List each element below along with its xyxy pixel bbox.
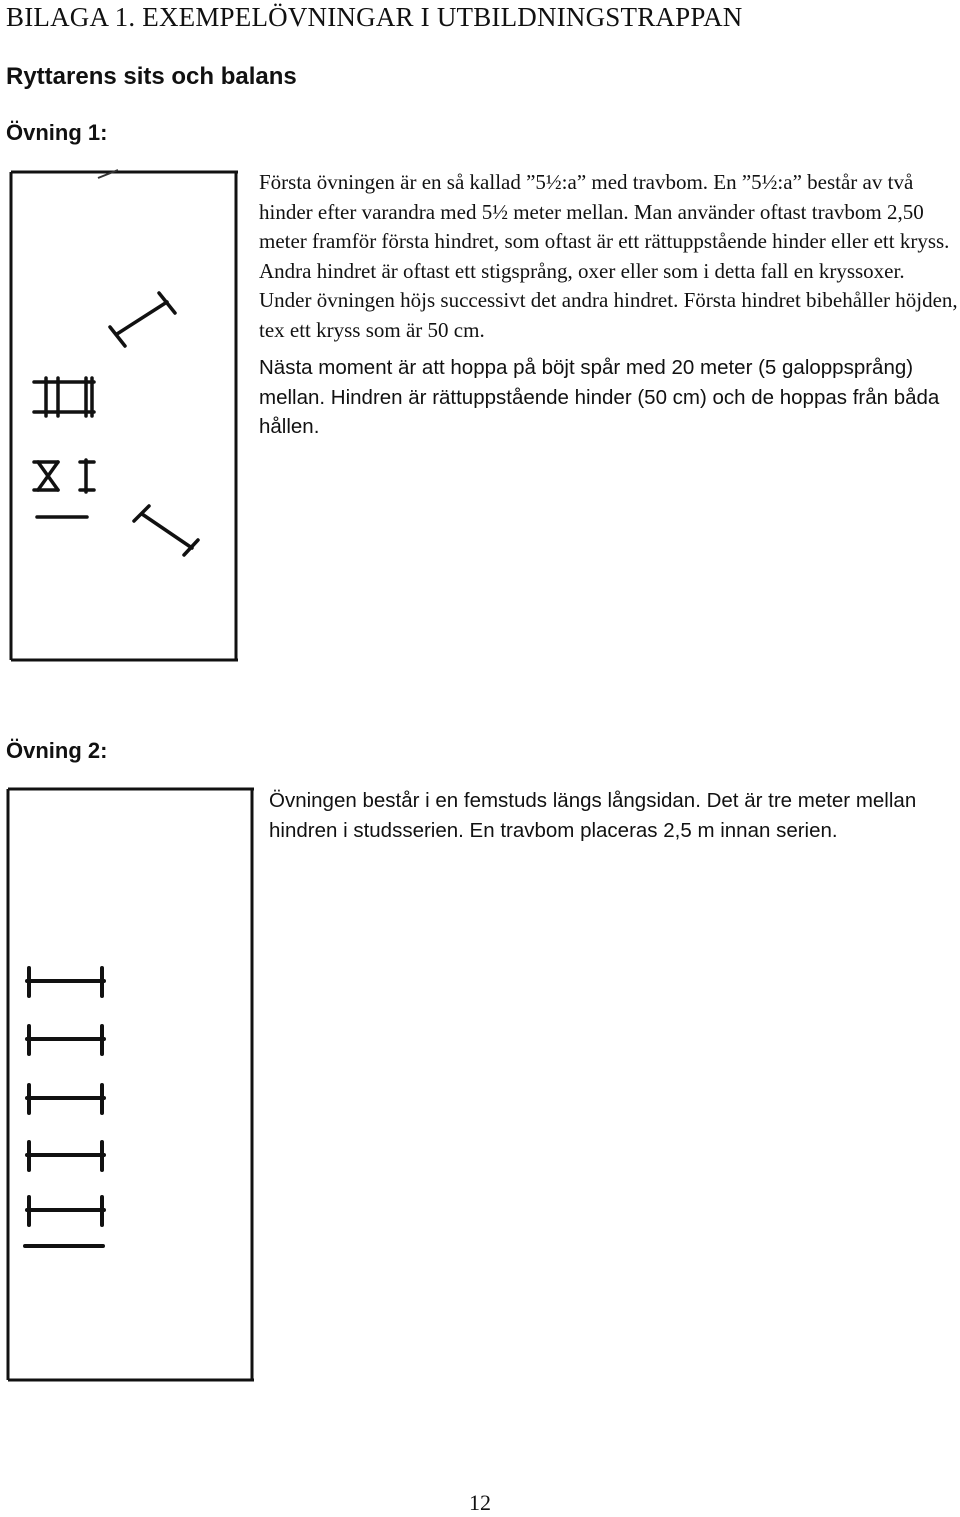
exercise-2-heading: Övning 2: [6, 738, 108, 763]
exercise-1-paragraph-2: Nästa moment är att hoppa på böjt spår med 20 meter (5 galoppsprång) mellan. Hindren är rättuppstående hinder (50 cm) och de hoppas från båda hållen. [259, 356, 940, 438]
exercise-2-paragraph-1: Övningen består i en femstuds längs långsidan. Det är tre meter mellan hindren i studsserien. En travbom placeras 2,5 m innan serien. [269, 789, 917, 842]
arena-outline [8, 789, 254, 1380]
exercise-1-paragraph-1: Första övningen är en så kallad ”5½:a” med travbom. En ”5½:a” består av två hinder efter varandra med 5½ meter mellan. Man använder oftast travbom 2,50 meter framför första hindret, som oftast är ett rättuppstående hinder eller ett kryss. Andra hindret är oftast ett stigsprång, oxer eller som i detta fall en kryssoxer. Under övningen höjs successivt det andra hindret. Första hindret bibehåller höjden, tex ett kryss som är 50 cm. [259, 170, 958, 342]
page-number: 12 [469, 1490, 491, 1515]
exercise-1-heading: Övning 1: [6, 120, 108, 145]
vertical-jump-icon [27, 1142, 104, 1170]
vertical-jump-icon [27, 1026, 104, 1054]
vertical-jump-icon [27, 1197, 104, 1225]
vertical-jump-icon [27, 1085, 104, 1113]
section-heading: Ryttarens sits och balans [6, 63, 297, 90]
exercise-2-text [269, 786, 949, 845]
exercise-2-diagram [0, 0, 270, 1400]
page-title: BILAGA 1. EXEMPELÖVNINGAR I UTBILDNINGSTRAPPAN [6, 2, 743, 32]
exercise-1-text [259, 168, 959, 442]
vertical-jump-icon [27, 968, 104, 996]
